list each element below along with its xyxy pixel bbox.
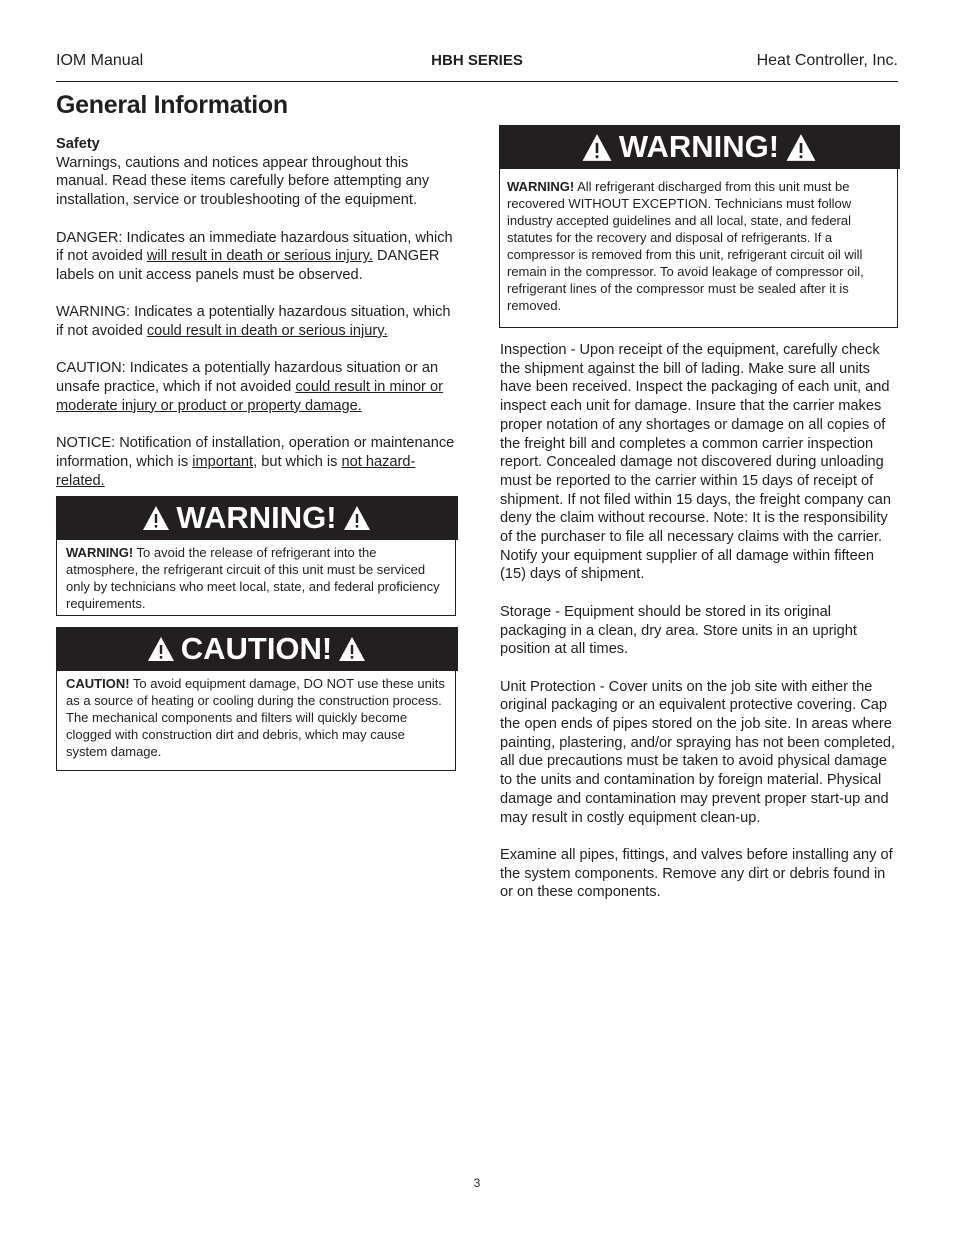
safety-heading: Safety [56, 136, 100, 152]
left-column [56, 135, 456, 490]
unit-protection-paragraph: Unit Protection - Cover units on the job site with either the original packaging or an equivalent protective covering. Cap the open ends of pipes stored on the job site. In areas where painting, plastering, and/or spraying has not been completed, all due precautions must be taken to avoid physical damage to the units and contamination by foreign material. Physical damage and contamination may prevent proper start-up and may result in costly equipment clean-up. [500, 678, 896, 826]
examine-paragraph: Examine all pipes, fittings, and valves before installing any of the system components. Remove any dirt or debris found in or on these components. [500, 846, 893, 901]
notice-paragraph: NOTICE: Notification of installation, operation or maintenance information, which is important, but which is not hazard-related. [56, 435, 455, 489]
caution-box-equipment-damage [56, 627, 456, 771]
warning-banner-label: WARNING! [176, 500, 337, 535]
warning-banner-label: WARNING! [618, 129, 780, 164]
danger-paragraph: DANGER: Indicates an immediate hazardous situation, which if not avoided will result in death or serious injury. DANGER labels on unit access panels must be observed. [56, 229, 453, 283]
warning-triangle-icon [785, 133, 817, 162]
warning-box-refrigerant-recovery [499, 125, 898, 328]
header-rule [56, 81, 898, 82]
right-column [500, 341, 900, 902]
warning-paragraph: WARNING: Indicates a potentially hazardous situation, which if not avoided could result in death or serious injury. [56, 304, 451, 339]
inspection-paragraph: Inspection - Upon receipt of the equipment, carefully check the shipment against the bill of lading. Make sure all units have been received. Inspect the packaging of each unit, and inspect each unit for damage. Insure that the carrier makes proper notation of any shortages or damage on all copies of the freight bill and completes a common carrier inspection report. Concealed damage not discovered during unloading must be reported to the carrier within 15 days of receipt of shipment. If not filed within 15 days, the freight company can deny the claim without recourse. Note: It is the responsibility of the purchaser to file all necessary claims with the carrier. Notify your equipment supplier of all damage within fifteen (15) days of shipment. [500, 342, 892, 583]
storage-paragraph: Storage - Equipment should be stored in its original packaging in a clean, dry area. Store units in an upright position at all times. [500, 603, 857, 658]
warning-triangle-icon [338, 636, 366, 662]
safety-intro: Warnings, cautions and notices appear throughout this manual. Read these items carefully before attempting any installation, service or troubleshooting of the equipment. [56, 154, 430, 209]
warning-triangle-icon [343, 505, 371, 531]
page-header [56, 52, 898, 76]
page-number: 3 [473, 1176, 481, 1190]
warning-banner [56, 496, 458, 540]
page-title: General Information [56, 91, 288, 119]
warning-box-text: WARNING! To avoid the release of refrigerant into the atmosphere, the refrigerant circuit of this unit must be serviced only by technicians who meet local, state, and federal proficiency requirements. [66, 545, 440, 611]
caution-box-text: CAUTION! To avoid equipment damage, DO NOT use these units as a source of heating or cooling during the construction process. The mechanical components and filters will quickly become clogged with construction dirt and debris, which may cause system damage. [66, 676, 445, 759]
warning-box-refrigerant-release [56, 496, 456, 616]
warning-banner [499, 125, 900, 169]
caution-paragraph: CAUTION: Indicates a potentially hazardous situation or an unsafe practice, which if not avoided could result in minor or moderate injury or product or property damage. [56, 360, 443, 414]
warning-triangle-icon [142, 505, 170, 531]
warning-triangle-icon [581, 133, 613, 162]
header-left: IOM Manual [56, 52, 144, 69]
warning-box-text: WARNING! All refrigerant discharged from this unit must be recovered WITHOUT EXCEPTION. Technicians must follow industry accepted guidelines and all local, state, and federal statutes for the recovery and disposal of refrigerants. If a compressor is removed from this unit, refrigerant circuit oil will remain in the compressor. To avoid leakage of compressor oil, refrigerant lines of the compressor must be sealed after it is removed. [507, 179, 864, 313]
warning-triangle-icon [147, 636, 175, 662]
caution-banner-label: CAUTION! [180, 631, 333, 666]
caution-banner [56, 627, 458, 671]
header-right: Heat Controller, Inc. [756, 52, 898, 69]
header-center: HBH SERIES [431, 52, 523, 69]
